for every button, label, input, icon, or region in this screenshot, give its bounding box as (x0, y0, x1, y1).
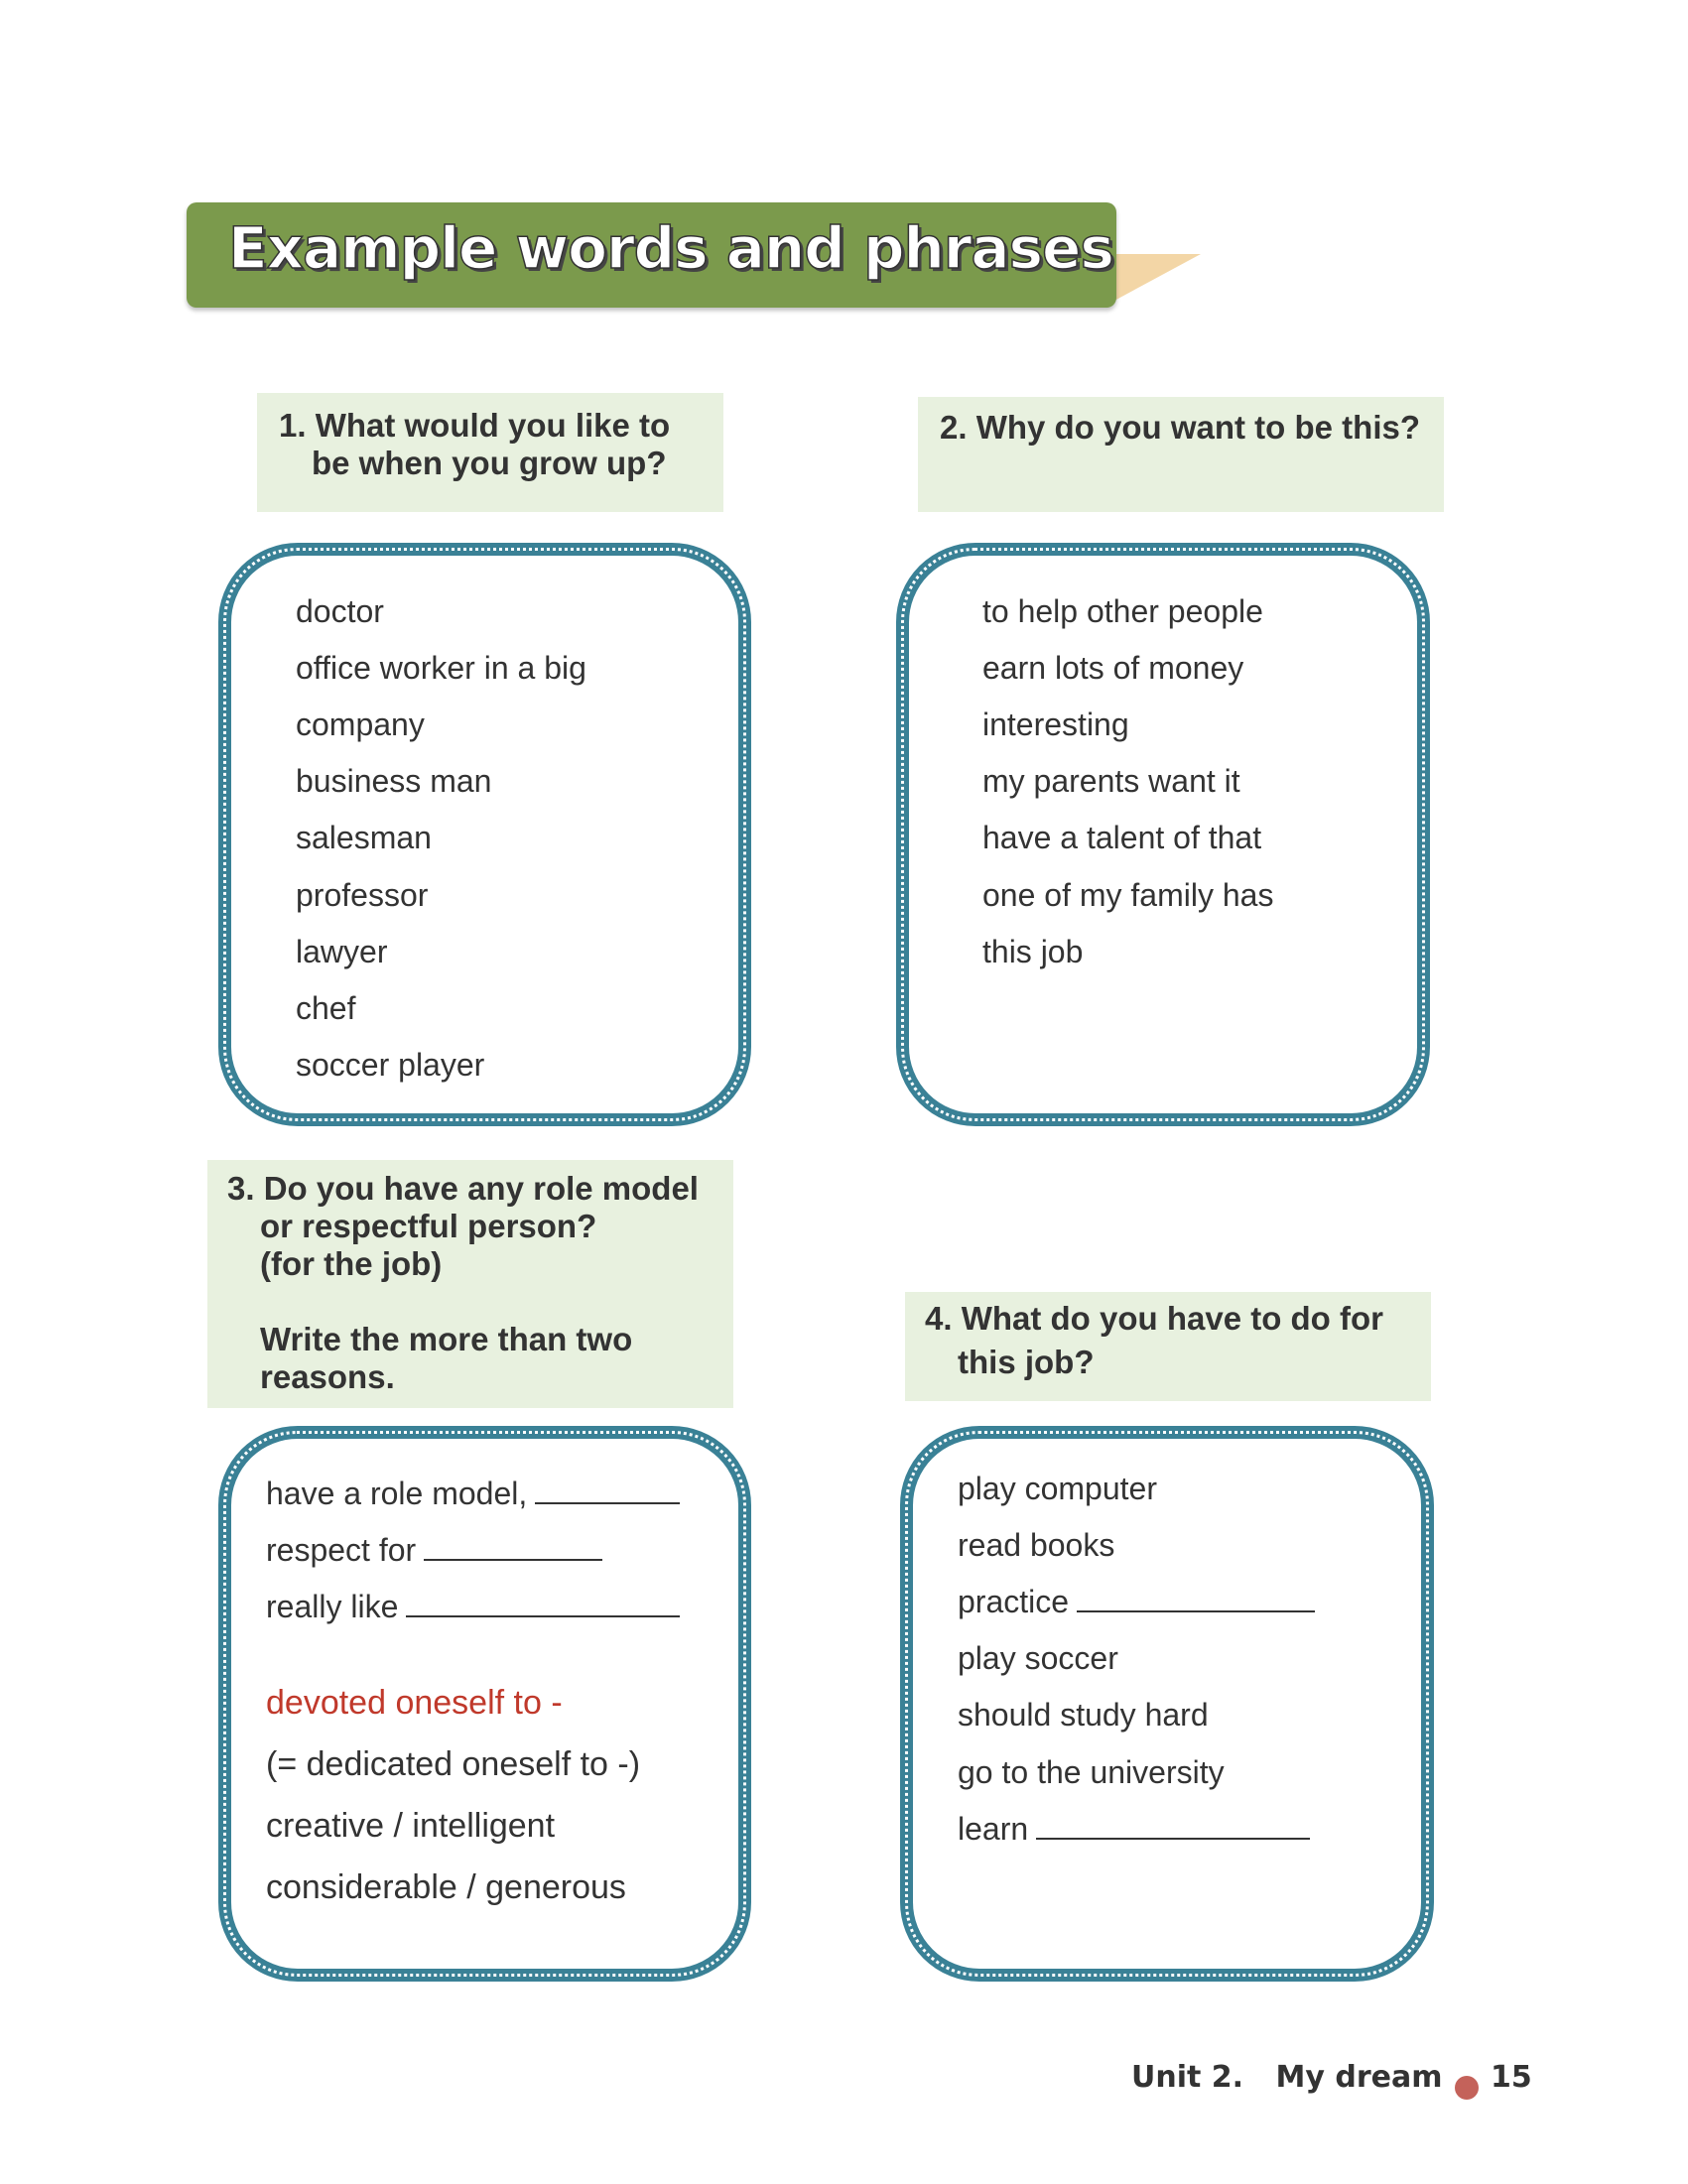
list-item (266, 1532, 602, 1569)
question-4-box (905, 1292, 1431, 1401)
page-number: 15 (1491, 2060, 1532, 2095)
blank-line[interactable] (424, 1558, 602, 1561)
list-item: go to the university (958, 1754, 1225, 1790)
list-item: chef (296, 990, 356, 1026)
list-item: have a talent of that (982, 820, 1262, 855)
title-banner (187, 202, 1116, 308)
list-item: to help other people (982, 593, 1263, 629)
question-3-line: 3. Do you have any role model (227, 1170, 699, 1207)
list-item-text: learn (958, 1811, 1029, 1847)
list-item: one of my family has (982, 877, 1274, 913)
list-item (266, 1589, 680, 1625)
list-item: considerable / generous (266, 1868, 626, 1906)
blank-line[interactable] (535, 1501, 680, 1504)
list-item-text: respect for (266, 1532, 417, 1568)
blank-line[interactable] (1077, 1609, 1315, 1612)
list-item: professor (296, 877, 429, 913)
list-item: this job (982, 934, 1084, 969)
list-item (958, 1811, 1310, 1848)
highlight-phrase: devoted oneself to - (266, 1684, 563, 1722)
question-1-box (257, 393, 723, 512)
list-item: soccer player (296, 1047, 485, 1083)
question-3-box (207, 1160, 733, 1408)
footer-title: My dream (1275, 2060, 1443, 2095)
list-item-text: have a role model, (266, 1476, 528, 1511)
list-item: company (296, 707, 425, 742)
list-item: creative / intelligent (266, 1807, 556, 1845)
list-item: my parents want it (982, 763, 1240, 799)
banner-flap-decoration (1102, 254, 1201, 308)
list-item: doctor (296, 593, 384, 629)
question-3-line: reasons. (260, 1358, 395, 1395)
list-item: business man (296, 763, 492, 799)
list-item: (= dedicated oneself to -) (266, 1745, 641, 1783)
page-footer (1131, 2060, 1443, 2104)
list-item: play soccer (958, 1640, 1118, 1676)
list-item-text: practice (958, 1584, 1070, 1619)
list-item-text: really like (266, 1589, 399, 1624)
question-1-line: be when you grow up? (312, 445, 667, 481)
list-item: read books (958, 1527, 1115, 1563)
footer-unit: Unit 2. (1131, 2060, 1244, 2095)
question-2-line: 2. Why do you want to be this? (940, 409, 1420, 446)
list-item (266, 1476, 680, 1512)
page-title: Example words and phrases (228, 214, 1113, 282)
list-item: interesting (982, 707, 1129, 742)
question-2-box (918, 397, 1444, 512)
question-3-line: or respectful person? (260, 1208, 597, 1244)
question-1-line: 1. What would you like to (279, 407, 671, 444)
page-number-dot-icon (1455, 2076, 1479, 2100)
list-item: salesman (296, 820, 432, 855)
list-item: office worker in a big (296, 650, 586, 686)
blank-line[interactable] (406, 1614, 680, 1617)
question-3-line: Write the more than two (260, 1321, 633, 1357)
list-item: should study hard (958, 1697, 1209, 1733)
list-item: play computer (958, 1471, 1157, 1506)
question-4-line: this job? (958, 1344, 1095, 1380)
list-item: earn lots of money (982, 650, 1244, 686)
question-3-line: (for the job) (260, 1245, 443, 1282)
blank-line[interactable] (1036, 1837, 1310, 1840)
list-item: lawyer (296, 934, 388, 969)
list-item (958, 1584, 1315, 1620)
question-4-line: 4. What do you have to do for (925, 1300, 1383, 1337)
